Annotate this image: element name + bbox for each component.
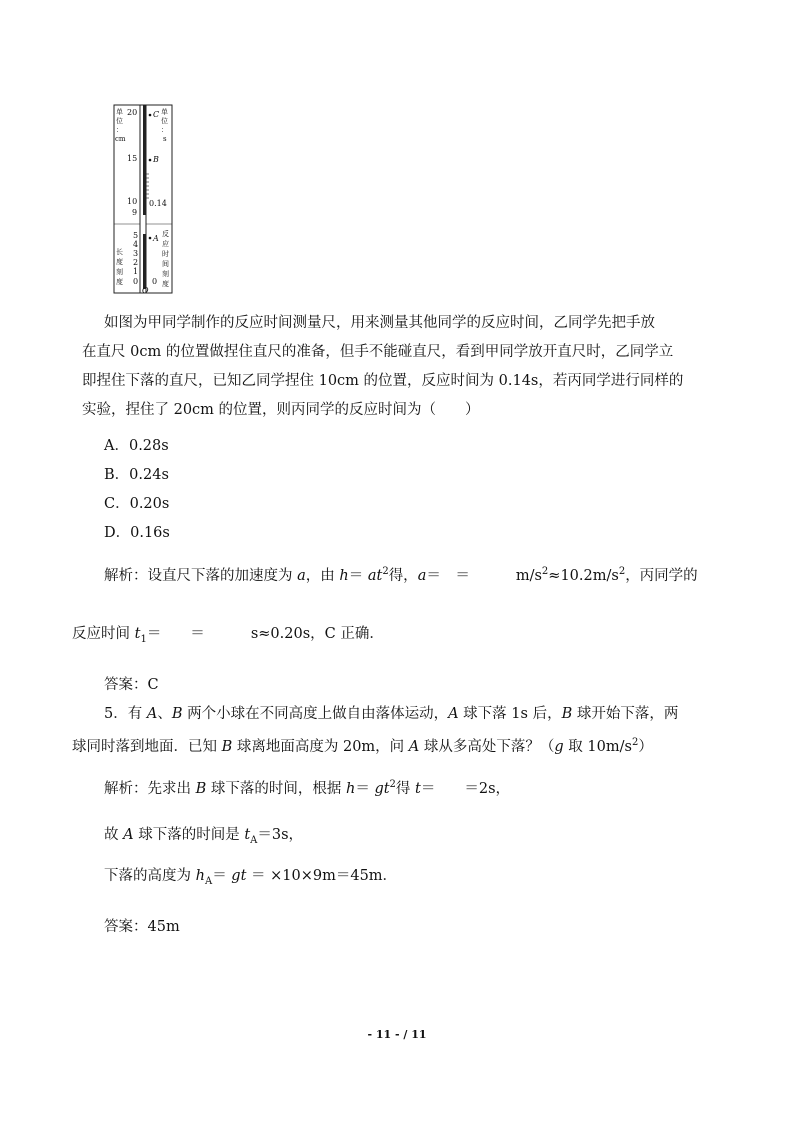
a2-l2-a: 故 xyxy=(104,827,124,843)
option-a: A．0.28s xyxy=(104,438,169,454)
var-h: h xyxy=(339,567,349,584)
q5-l2-c: 球从多高处下落？（ xyxy=(419,738,555,755)
right-bottom-label-4: 刻 xyxy=(162,270,169,278)
left-unit-label-1: 位 xyxy=(116,117,123,125)
question-line-2: 在直尺 0cm 的位置做捏住直尺的准备，但手不能碰直尺，看到甲同学放开直尺时，乙同学立 xyxy=(82,344,674,360)
left-unit-label-2: ： xyxy=(116,126,123,134)
analysis2-line1 xyxy=(104,775,510,799)
a2-sub-a2: A xyxy=(204,875,213,887)
a2-var-ta: t xyxy=(244,827,251,843)
a2-var-t: t xyxy=(415,780,421,797)
analysis1-mid1: ，由 xyxy=(305,567,340,584)
a2-var-b: B xyxy=(195,780,207,797)
analysis1-approx: ≈10.2m/s xyxy=(548,567,619,584)
tick-15: 15 xyxy=(127,154,138,163)
right-unit-label-0: 单 xyxy=(161,108,168,116)
left-unit-label-0: 单 xyxy=(116,108,123,116)
right-bottom-label-1: 应 xyxy=(162,240,169,248)
a2-l3-c: ＝ ×10×9m＝45m． xyxy=(246,868,398,884)
answer-1: 答案：C xyxy=(104,677,159,693)
mark-0: 0 xyxy=(152,277,158,286)
analysis1-l2-prefix: 反应时间 xyxy=(72,626,135,642)
q5-l2-d: 取 10m/s xyxy=(563,738,632,755)
q5-var-a2: A xyxy=(448,706,459,722)
tick-4: 4 xyxy=(133,240,139,249)
a2-l2-c: ＝3s， xyxy=(257,827,304,843)
q5-var-b3: B xyxy=(221,738,233,755)
q5-l2-e: ） xyxy=(638,738,653,755)
right-unit-label-2: ： xyxy=(161,126,168,134)
a2-sub-a: A xyxy=(250,834,258,846)
var-at: at xyxy=(367,567,383,584)
answer-2: 答案：45m xyxy=(104,919,180,935)
tick-20: 20 xyxy=(127,108,138,117)
a2-exp-2: 2 xyxy=(389,779,396,790)
left-unit-label-3: cm xyxy=(115,135,126,143)
q5-l2-a: 球同时落到地面．已知 xyxy=(72,738,222,755)
analysis1-line2 xyxy=(72,624,384,650)
analysis2-line3 xyxy=(104,866,397,892)
q5-line1 xyxy=(104,704,678,724)
right-unit-label-3: s xyxy=(163,135,167,143)
analysis1-mid2: 得， xyxy=(388,567,418,584)
left-bottom-label-3: 度 xyxy=(116,278,123,286)
q5-var-a3: A xyxy=(408,738,420,755)
q5-var-b: B xyxy=(171,706,183,722)
mark-014: 0.14 xyxy=(149,199,167,208)
mark-a: A xyxy=(153,234,159,243)
right-bottom-label-0: 反 xyxy=(162,230,169,238)
analysis1-eq2: ＝ ＝ xyxy=(426,567,470,584)
tick-10: 10 xyxy=(127,197,138,206)
reaction-time-ruler-figure xyxy=(113,104,173,294)
question-line-1: 如图为甲同学制作的反应时间测量尺，用来测量其他同学的反应时间，乙同学先把手放 xyxy=(104,315,655,331)
analysis1-line1 xyxy=(104,562,698,586)
right-bottom-label-5: 度 xyxy=(162,280,169,288)
a2-var-h: h xyxy=(345,780,356,797)
analysis1-l2-eq: ＝ ＝ xyxy=(146,626,205,642)
right-bottom-label-3: 间 xyxy=(162,260,169,268)
sub-1: 1 xyxy=(140,633,147,645)
option-b: B．0.24s xyxy=(104,467,169,483)
mark-b: B xyxy=(153,155,159,164)
question-line-4: 实验，捏住了 20cm 的位置，则丙同学的反应时间为（ ） xyxy=(82,402,480,418)
a2-var-gt2: gt xyxy=(231,868,247,884)
analysis1-eq1: ＝ xyxy=(348,567,368,584)
tick-3: 3 xyxy=(133,249,139,258)
analysis2-line2 xyxy=(104,825,303,851)
a2-var-ha: h xyxy=(195,868,205,884)
left-bottom-label-0: 长 xyxy=(116,248,123,256)
a2-l3-a: 下落的高度为 xyxy=(104,868,196,884)
question-line-3: 即捏住下落的直尺，已知乙同学捏住 10cm 的位置，反应时间为 0.14s，若丙同学进行同样的 xyxy=(82,373,684,389)
a2-var-gt: gt xyxy=(374,780,390,797)
exp-2b: 2 xyxy=(541,566,549,577)
analysis1-tail: ，丙同学的 xyxy=(625,567,698,584)
origin-o: O xyxy=(142,286,149,294)
a2-l1-c: ＝ xyxy=(355,780,375,797)
a2-l2-b: 球下落的时间是 xyxy=(133,827,245,843)
tick-0: 0 xyxy=(133,277,139,286)
a2-l1-d: 得 xyxy=(395,780,416,797)
q5-line2 xyxy=(72,733,653,757)
q5-l1-c: 两个小球在不同高度上做自由落体运动， xyxy=(182,706,449,722)
tick-9: 9 xyxy=(132,208,138,217)
q5-l1-b: 、 xyxy=(157,706,172,722)
var-a: a xyxy=(297,567,306,584)
q5-l1-a: 5．有 xyxy=(104,706,147,722)
question-stem xyxy=(82,309,716,425)
a2-l1-b: 球下落的时间，根据 xyxy=(206,780,346,797)
page-footer: - 11 - / 11 xyxy=(367,1028,427,1041)
q5-exp-2: 2 xyxy=(631,737,639,748)
q5-l2-b: 球离地面高度为 20m，问 xyxy=(232,738,409,755)
q5-var-g: g xyxy=(554,738,564,755)
var-a2: a xyxy=(417,567,427,584)
a2-l1-a: 解析：先求出 xyxy=(104,780,196,797)
mark-c: C xyxy=(153,110,160,119)
left-bottom-label-2: 刻 xyxy=(116,268,123,276)
a2-var-a: A xyxy=(123,827,134,843)
analysis1-prefix: 解析：设直尺下落的加速度为 xyxy=(104,567,298,584)
a2-l3-b: ＝ xyxy=(212,868,232,884)
option-c: C．0.20s xyxy=(104,496,170,512)
option-d: D．0.16s xyxy=(104,525,170,541)
q5-l1-e: 球开始下落，两 xyxy=(572,706,679,722)
q5-l1-d: 球下落 1s 后， xyxy=(458,706,562,722)
analysis1-unit: m/s xyxy=(515,567,542,584)
left-bottom-label-1: 度 xyxy=(116,258,123,266)
q5-var-a: A xyxy=(146,706,158,722)
analysis1-l2-tail: s≈0.20s，C 正确． xyxy=(250,626,384,642)
right-unit-label-1: 位 xyxy=(161,117,168,125)
q5-var-b2: B xyxy=(561,706,573,722)
right-bottom-label-2: 时 xyxy=(162,250,169,258)
exp-2: 2 xyxy=(382,566,389,577)
var-t: t xyxy=(134,626,141,642)
a2-l1-e: ＝ ＝2s， xyxy=(420,780,511,797)
tick-2: 2 xyxy=(133,258,139,267)
exp-2c: 2 xyxy=(618,566,626,577)
tick-1: 1 xyxy=(133,267,139,276)
tick-5: 5 xyxy=(133,231,139,240)
